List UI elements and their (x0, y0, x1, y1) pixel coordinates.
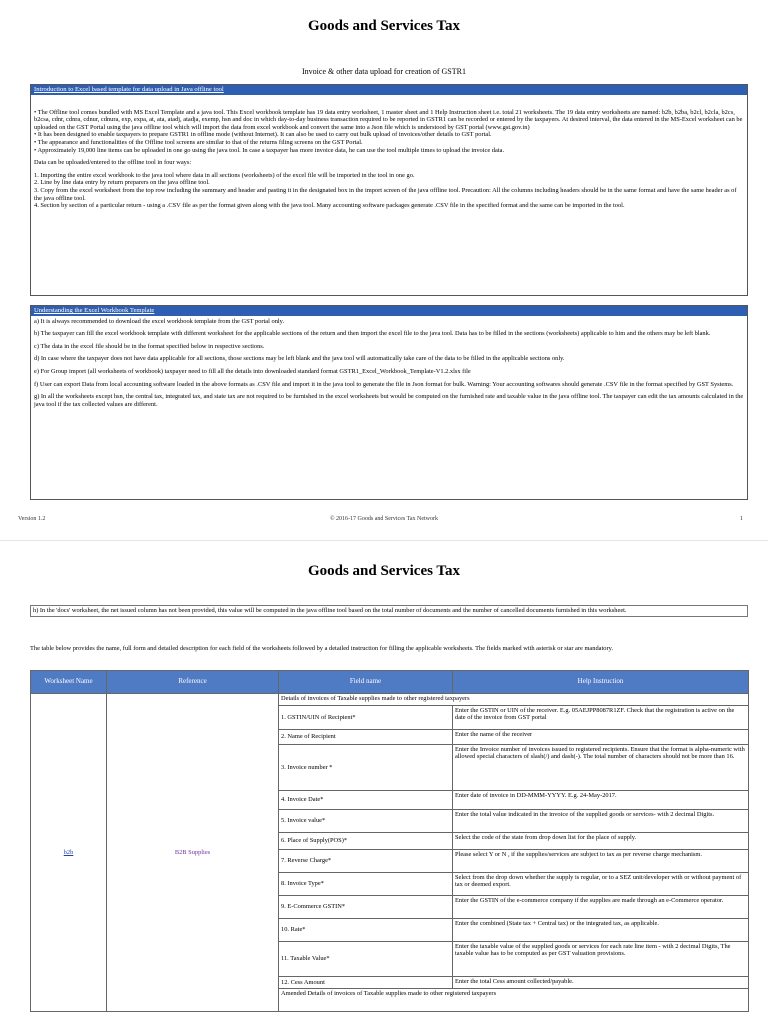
understanding-item: b) The taxpayer can fill the excel workbook template with different worksheet for the applicable sections of the return and then import the excel file to the java tool. Data has to be filled in the sections (worksheets) applicable to him and the others may be left blank. (34, 330, 711, 338)
field-name: 12. Cess Amount (279, 977, 453, 989)
help-instruction: Please select Y or N , if the supplies/services are subject to tax as per reverse charge mechanism. (453, 850, 749, 873)
worksheet-link-b2b[interactable]: b2b (63, 848, 74, 856)
help-instruction: Enter date of invoice in DD-MMM-YYYY. E.g. 24-May-2017. (453, 791, 749, 810)
column-header: Field name (279, 671, 453, 694)
help-instruction: Select the code of the state from drop down list for the place of supply. (453, 833, 749, 850)
column-header: Help Instruction (453, 671, 749, 694)
understanding-item: f) User can export Data from local accounting software loaded in the above formats as .CSV file and import it in the java tool to generate the file in Json format for bulk. Warning: Your accounting softwares should generate .CSV file in the format specified by GST Systems. (34, 380, 734, 388)
understanding-section (30, 305, 748, 500)
way-item: 4. Section by section of a particular return - using a .CSV file as per the format given along with the java tool. Many accounting software packages generate .CSV file in the specified format and the same can be imported in the tool. (34, 202, 625, 210)
page-subtitle: Invoice & other data upload for creation of GSTR1 (302, 67, 466, 76)
way-item: 2. Line by line data entry by return preparers on the java offline tool. (34, 179, 210, 187)
intro-header: Introduction to Excel based template for data upload in Java offline tool (31, 85, 747, 95)
page-title: Goods and Services Tax (307, 18, 461, 34)
field-name: 2. Name of Recipient (279, 730, 453, 745)
field-name: 10. Rate* (279, 919, 453, 942)
help-instruction: Enter the combined (State tax + Central tax) or the integrated tax, as applicable. (453, 919, 749, 942)
understanding-item: d) In case where the taxpayer does not have data applicable for all sections, those sections may be left blank and the java tool will automatically take care of the data to be filled in the applicable sections only. (34, 355, 565, 363)
footer-version: Version 1.2 (18, 516, 46, 522)
note-h: h) In the 'docs' worksheet, the net issued column has not been provided, this value will be computed in the java offline tool based on the total number of documents and the number of cancelled documents furnished in this worksheet. (30, 605, 748, 617)
column-header: Worksheet Name (31, 671, 107, 694)
footer-page-number: 1 (740, 516, 743, 522)
table-intro: The table below provides the name, full form and detailed description for each field of the worksheets followed by a detailed instruction for filling the applicable worksheets. The fields marked with asterisk or star are mandatory. (30, 645, 613, 652)
help-instruction: Enter the name of the receiver (453, 730, 749, 745)
help-instruction: Enter the total Cess amount collected/payable. (453, 977, 749, 989)
field-name: 1. GSTIN/UIN of Recipient* (279, 706, 453, 730)
field-table (30, 670, 749, 1012)
page-title: Goods and Services Tax (307, 563, 461, 579)
footer-copyright: © 2016-17 Goods and Services Tax Network (329, 516, 438, 522)
reference-cell: B2B Supplies (107, 694, 279, 1012)
field-name: 4. Invoice Date* (279, 791, 453, 810)
help-instruction: Enter the Invoice number of invoices issued to registered recipients. Ensure that the format is alpha-numeric with allowed special characters of slash(/) and dash(-). The total number of characters should not be more than 16. (453, 745, 749, 791)
help-instruction: Enter the taxable value of the supplied goods or services for each rate line item - with 2 decimal Digits, The taxable value has to be computed as per GST valuation provisions. (453, 942, 749, 977)
intro-section (30, 84, 748, 296)
field-name: 6. Place of Supply(POS)* (279, 833, 453, 850)
way-item: 1. Importing the entire excel workbook to the java tool where data in all sections (worksheets) of the excel file will be imported in the tool in one go. (34, 171, 415, 179)
column-header: Reference (107, 671, 279, 694)
table-row (31, 694, 749, 706)
help-instruction: Enter the GSTIN or UIN of the receiver. E.g. 05AEJPP8087R1ZF. Check that the registration is active on the date of the invoice from GST portal (453, 706, 749, 730)
field-name: 7. Reverse Charge* (279, 850, 453, 873)
table-header-row (31, 671, 749, 694)
intro-paragraph: • It has been designed to enable taxpayers to prepare GSTR1 in offline mode (without Internet). It can also be used to carry out bulk upload of invoices/other details to GST portal. (34, 131, 492, 139)
field-name: 9. E-Commerce GSTIN* (279, 896, 453, 919)
help-instruction: Enter the GSTIN of the e-commerce company if the supplies are made through an e-Commerce operator. (453, 896, 749, 919)
section-title: Amended Details of invoices of Taxable supplies made to other registered taxpayers (279, 989, 749, 1012)
field-name: 8. Invoice Type* (279, 873, 453, 896)
page-divider (0, 540, 768, 541)
field-name: 3. Invoice number * (279, 745, 453, 791)
field-name: 11. Taxable Value* (279, 942, 453, 977)
field-table-wrap (30, 670, 748, 1012)
intro-paragraph: • Approximately 19,000 line items can be uploaded in one go using the java tool. In case a taxpayer has more invoice data, he can use the tool multiple times to upload the invoice data. (34, 146, 505, 154)
help-instruction: Select from the drop down whether the supply is regular, or to a SEZ unit/developer with or without payment of tax or deemed export. (453, 873, 749, 896)
understanding-header: Understanding the Excel Workbook Template (31, 306, 747, 316)
way-item: 3. Copy from the excel worksheet from the top row including the summary and header and pasting it in the designated box in the import screen of the java offline tool. Precaution: All the columns including headers should be in the same format and have the same header as of the java offline tool. (34, 186, 737, 202)
understanding-item: c) The data in the excel file should be in the format specified below in respective sections. (34, 342, 265, 350)
field-name: 5. Invoice value* (279, 810, 453, 833)
understanding-item: g) In all the worksheets except hsn, the central tax, integrated tax, and state tax are not required to be furnished in the excel worksheets but would be computed on the furnished rate and taxable value in the java offline tool. The taxpayer can edit the tax amounts calculated in the java tool if the tax collected values are different. (34, 393, 744, 408)
intro-paragraph: • The Offline tool comes bundled with MS Excel Template and a java tool. This Excel workbook template has 19 data entry worksheet, 1 master sheet and 1 Help Instruction sheet i.e. total 21 worksheets. The 19 data entry worksheets are named: b2b, b2ba, b2cl, b2cla, b2cs, b2csa, cdnr, cdnra, cdnur, cdnura, exp, expa, at, ata, atadj, atadja, exemp, hsn and doc in which day-to-day business transaction required to be reported in GSTR1 can be recorded or entered by the taxpayers. At desired interval, the data entered in the MS-Excel worksheet can be uploaded on the GST Portal using the java offline tool which will import the data from excel workbook and convert the same into a Json file which is understood by GST portal (www.gst.gov.in) (34, 108, 743, 131)
understanding-item: e) For Group import (all worksheets of workbook) taxpayer need to fill all the details into downloaded standard format GSTR1_Excel_Workbook_Template-V1.2.xlsx file (34, 367, 471, 375)
understanding-item: a) It is always recommended to download the excel workbook template from the GST portal only. (34, 317, 285, 325)
ways-intro: Data can be uploaded/entered to the offline tool in four ways: (34, 159, 192, 167)
section-title: Details of invoices of Taxable supplies made to other registered taxpayers (279, 694, 749, 706)
intro-paragraph: • The appearance and functionalities of the Offline tool screens are similar to that of the returns filing screens on the GST Portal. (34, 138, 363, 146)
help-instruction: Enter the total value indicated in the invoice of the supplied goods or services- with 2 decimal Digits. (453, 810, 749, 833)
